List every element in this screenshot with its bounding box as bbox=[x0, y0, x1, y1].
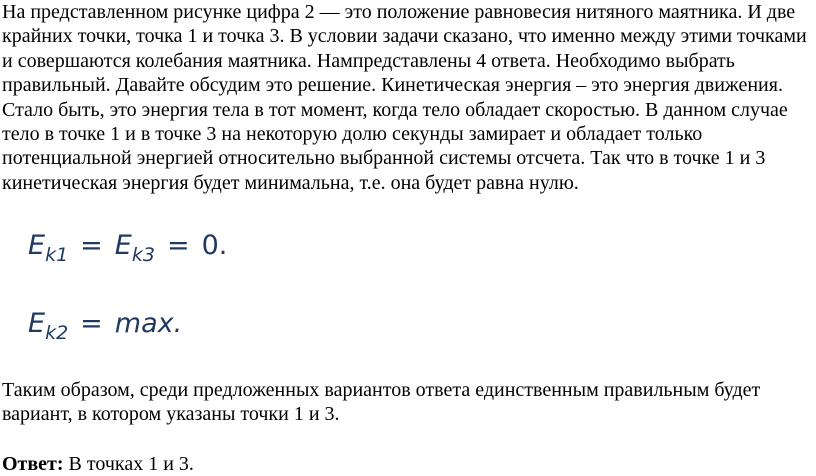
kinetic-energy-zero-formula bbox=[28, 230, 228, 266]
kinetic-energy-max-formula bbox=[28, 308, 183, 344]
energy-subscript-k3: k3 bbox=[131, 244, 155, 266]
energy-symbol: E bbox=[28, 230, 46, 261]
answer-label: Ответ: bbox=[2, 453, 64, 475]
energy-symbol: E bbox=[28, 308, 46, 339]
equals-sign: = bbox=[80, 308, 103, 339]
energy-subscript-k1: k1 bbox=[45, 244, 69, 266]
energy-symbol: E bbox=[114, 230, 132, 261]
answer-text: В точках 1 и 3. bbox=[63, 453, 194, 475]
answer-line bbox=[2, 452, 194, 476]
explanation-paragraph: На представленном рисунке цифра 2 — это положение равновесия нитяного маятника. И две крайних точки, точка 1 и точка 3. В условии задачи сказано, что именно между этими точками и совершаются колебания маятника. Нампредставлены 4 ответа. Необходимо выбрать правильный. Давайте обсудим это решение. Кинетическая энергия – это энергия движения. Стало быть, это энергия тела в тот момент, когда тело обладает скоростью. В данном случае тело в точке 1 и в точке 3 на некоторую долю секунды замирает и обладает только потенциальной энергией относительно выбранной системы отсчета. Так что в точке 1 и 3 кинетическая энергия будет минимальна, т.е. она будет равна нулю. bbox=[2, 1, 807, 194]
equals-sign: = bbox=[166, 230, 190, 261]
energy-subscript-k2: k2 bbox=[45, 322, 69, 344]
equals-sign: = bbox=[80, 230, 103, 261]
conclusion-paragraph: Таким образом, среди предложенных вариантов ответа единственным правильным будет вариант, в котором указаны точки 1 и 3. bbox=[2, 379, 761, 426]
formula-result-max: max. bbox=[114, 308, 183, 339]
formula-result-zero: 0. bbox=[201, 230, 228, 261]
